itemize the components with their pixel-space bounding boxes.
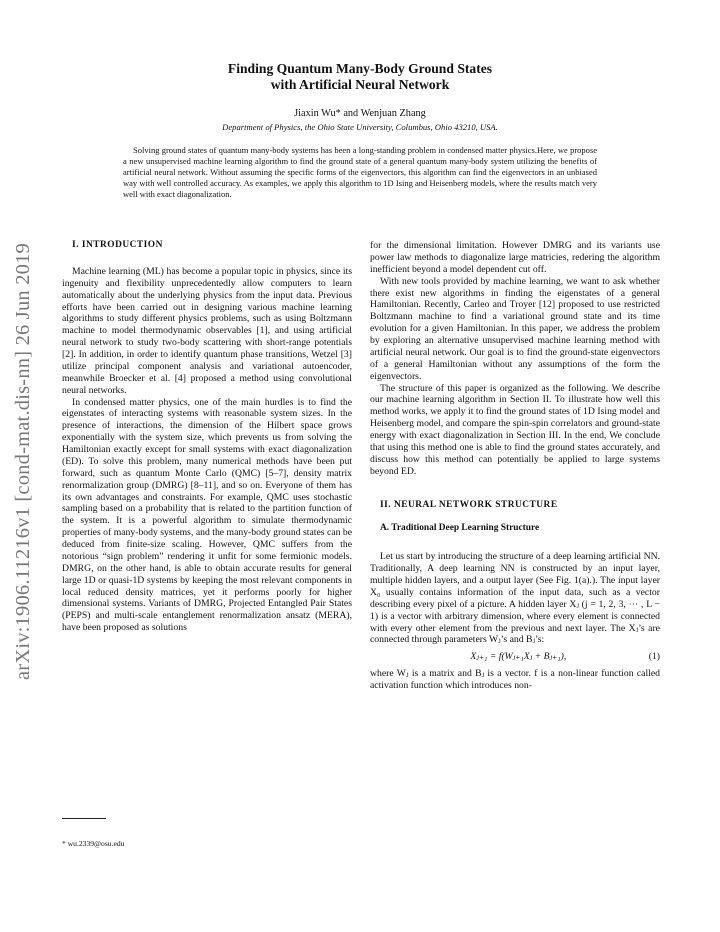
section-heading-introduction: I. INTRODUCTION [72, 240, 163, 250]
right-column [370, 240, 660, 692]
footnote-rule [62, 818, 106, 819]
paragraph: With new tools provided by machine learning, we want to ask whether there exist new algorithms in finding the eigenstates of a general Hamiltonian. Recently, Carleo and Troyer [12] proposed to use restricted Boltzmann machine to find a variational ground state and its time evolution for a given Hamiltonian. In this paper, we address the problem by exploring an alternative unsupervised machine learning method with artificial neural network. Our goal is to find the ground-state eigenvectors of a general Hamiltonian without any assumptions of the form the eigenvectors. [370, 275, 660, 382]
equation-number: (1) [648, 651, 660, 663]
title-line-1: Finding Quantum Many-Body Ground States [227, 61, 493, 76]
affiliation: Department of Physics, the Ohio State University, Columbus, Ohio 43210, USA. [222, 122, 498, 132]
author-list: Jiaxin Wu* and Wenjuan Zhang [294, 108, 426, 119]
title-line-2: with Artificial Neural Network [270, 77, 450, 92]
paragraph: Let us start by introducing the structure of a deep learning artificial NN. Traditionally, A deep learning NN is constructed by an input layer, multiple hidden layers, and a output layer (See Fig. 1(a).). The input layer X₀ usually contains information of the input data, such as a vector describing every pixel of a picture. A hidden layer Xⱼ (j = 1, 2, 3, ⋯ , L − 1) is a vector with arbitrary dimension, where every element is connected with every other element from the previous and next layer. The Xⱼ’s are connected through parameters Wⱼ’s and Bⱼ’s: [370, 551, 660, 646]
footnote-email: * wu.2339@osu.edu [62, 839, 125, 848]
section-heading-neural-network: II. NEURAL NETWORK STRUCTURE [380, 499, 558, 510]
paper-title [0, 61, 720, 93]
equation-expression: Xⱼ₊₁ = f(Wⱼ₊₁Xⱼ + Bⱼ₊₁), [470, 651, 567, 663]
equation-1 [370, 651, 660, 663]
paragraph: The structure of this paper is organized as the following. We describe our machine learning algorithm in Section II. To illustrate how well this method works, we apply it to find the ground states of 1D Ising model and Heisenberg model, and compare the spin-spin correlators and ground-state energy with exact diagonalization in Section III. In the end, We conclude that using this method one is able to find the ground states accurately, and discuss how this method can potentially be applied to large systems beyond ED. [370, 382, 660, 477]
left-column [62, 240, 352, 634]
paragraph: Machine learning (ML) has become a popular topic in physics, since its ingenuity and flexibility unprecedentedly allow computers to learn automatically about the underlying physics from the input data. Previous efforts have been carried out in designing various machine learning algorithms to study different physics problems, such as using Boltzmann machine to model thermodynamic observables [1], and using artificial neural network to study two-body scattering with short-range potentials [2]. In addition, in order to identify quantum phase transitions, Wetzel [3] utilize principal component analysis and variational autoencoder, meanwhile Broecker et al. [4] proposed a method using convolutional neural networks. [62, 265, 352, 396]
paragraph: In condensed matter physics, one of the main hurdles is to find the eigenstates of interacting systems with reasonable system sizes. In the presence of interactions, the dimension of the Hilbert space grows exponentially with the system size, which prevents us from solving the Hamiltonian exactly except for small systems with exact diagonalization (ED). To solve this problem, many numerical methods have been put forward, such as quantum Monte Carlo (QMC) [5–7], density matrix renormalization group (DMRG) [8–11], and so on. Everyone of them has its own advantages and constraints. For example, QMC uses stochastic sampling based on a probability that is related to the partition function of the system. It is a powerful algorithm to simulate thermodynamic properties of many-body systems, and the many-body ground states can be deduced from finite-size scaling. However, QMC suffers from the notorious “sign problem” rendering it unfit for some fermionic models. DMRG, on the other hand, is able to obtain accurate results for general large 1D or quasi-1D systems by keeping the most relevant components in local reduced density matrices, yet it performs poorly for higher dimensional systems. Variants of DMRG, Projected Entangled Pair States (PEPS) and multi-scale entanglement renormalization ansatz (MERA), have been proposed as solutions [62, 396, 352, 634]
paragraph: where Wⱼ is a matrix and Bⱼ is a vector. f is a non-linear function called activation function which introduces non- [370, 668, 660, 691]
subsection-heading: A. Traditional Deep Learning Structure [380, 523, 540, 534]
abstract: Solving ground states of quantum many-body systems has been a long-standing problem in condensed matter physics.Here, we propose a new unsupervised machine learning algorithm to find the ground state of a general quantum many-body system utilizing the benefits of artificial neural network. Without assuming the specific forms of the eigenvectors, this algorithm can find the eigenvectors in an unbiased way with well controlled accuracy. As examples, we apply this algorithm to 1D Ising and Heisenberg models, where the results match very well with exact diagonalization. [123, 145, 597, 199]
arxiv-identifier-stamp: arXiv:1906.11216v1 [cond-mat.dis-nn] 26 Jun 2019 [12, 242, 34, 680]
paragraph: for the dimensional limitation. However DMRG and its variants use power law methods to diagonalize large matricies, redering the algorithm inefficient beyond a model dependent cut off. [370, 240, 660, 275]
